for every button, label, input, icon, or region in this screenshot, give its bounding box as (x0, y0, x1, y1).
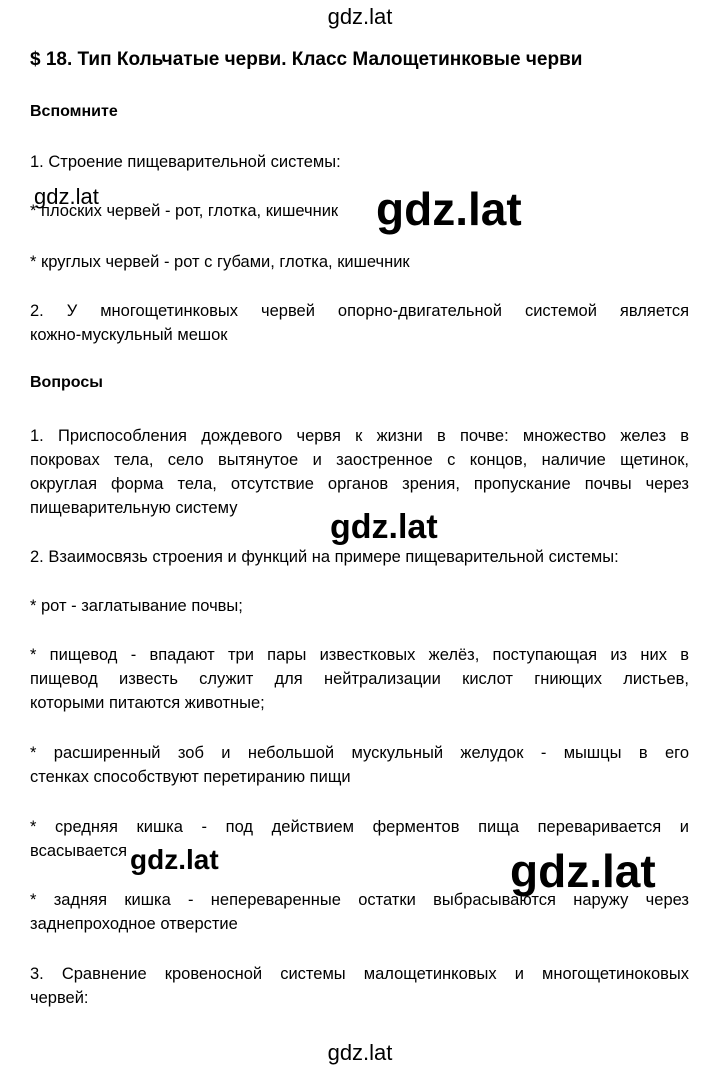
question-line-10: * расширенный зоб и небольшой мускульный желудок - мышцы в его (30, 744, 689, 762)
question-line-8: пищевод известь служит для нейтрализации кислот гниющих листьев, (30, 670, 689, 688)
question-line-17: червей: (30, 989, 89, 1007)
question-line-6: * рот - заглатывание почвы; (30, 597, 243, 615)
section-heading-questions: Вопросы (30, 374, 103, 391)
remember-line-4: 2. У многощетинковых червей опорно-двигательной системой является (30, 302, 689, 320)
question-line-1: 1. Приспособления дождевого червя к жизни в почве: множество желез в (30, 427, 689, 445)
watermark-big-2: gdz.lat (510, 845, 656, 897)
question-line-5: 2. Взаимосвязь строения и функций на примере пищеварительной системы: (30, 548, 619, 566)
page-title: $ 18. Тип Кольчатые черви. Класс Малощетинковые черви (30, 49, 583, 70)
question-line-12: * средняя кишка - под действием ферментов пища переваривается и (30, 818, 689, 836)
question-line-15: заднепроходное отверстие (30, 915, 238, 933)
question-line-7: * пищевод - впадают три пары известковых желёз, поступающая из них в (30, 646, 689, 664)
watermark-small-1: gdz.lat (34, 184, 99, 209)
question-line-13: всасывается (30, 842, 128, 860)
watermark-mid-1: gdz.lat (330, 508, 438, 546)
question-line-3: округлая форма тела, отсутствие органов зрения, пропускание почвы через (30, 475, 689, 493)
question-line-2: покровах тела, село вытянутое и заостренное с концов, наличие щетинок, (30, 451, 689, 469)
watermark-bottom: gdz.lat (327, 1040, 393, 1065)
question-line-14: * задняя кишка - непереваренные остатки выбрасываются наружу через (30, 891, 689, 909)
watermark-big-1: gdz.lat (376, 183, 522, 235)
watermark-top: gdz.lat (327, 4, 393, 29)
question-line-4: пищеварительную систему (30, 499, 238, 517)
question-line-9: которыми питаются животные; (30, 694, 265, 712)
question-line-11: стенках способствуют перетиранию пищи (30, 768, 351, 786)
remember-line-5: кожно-мускульный мешок (30, 326, 228, 344)
watermark-small-2: gdz.lat (130, 844, 219, 875)
section-heading-remember: Вспомните (30, 103, 118, 120)
remember-line-2: * плоских червей - рот, глотка, кишечник (30, 202, 339, 220)
remember-line-1: 1. Строение пищеварительной системы: (30, 153, 341, 171)
question-line-16: 3. Сравнение кровеносной системы малощетинковых и многощетиноковых (30, 965, 689, 983)
remember-line-3: * круглых червей - рот с губами, глотка, кишечник (30, 253, 410, 271)
